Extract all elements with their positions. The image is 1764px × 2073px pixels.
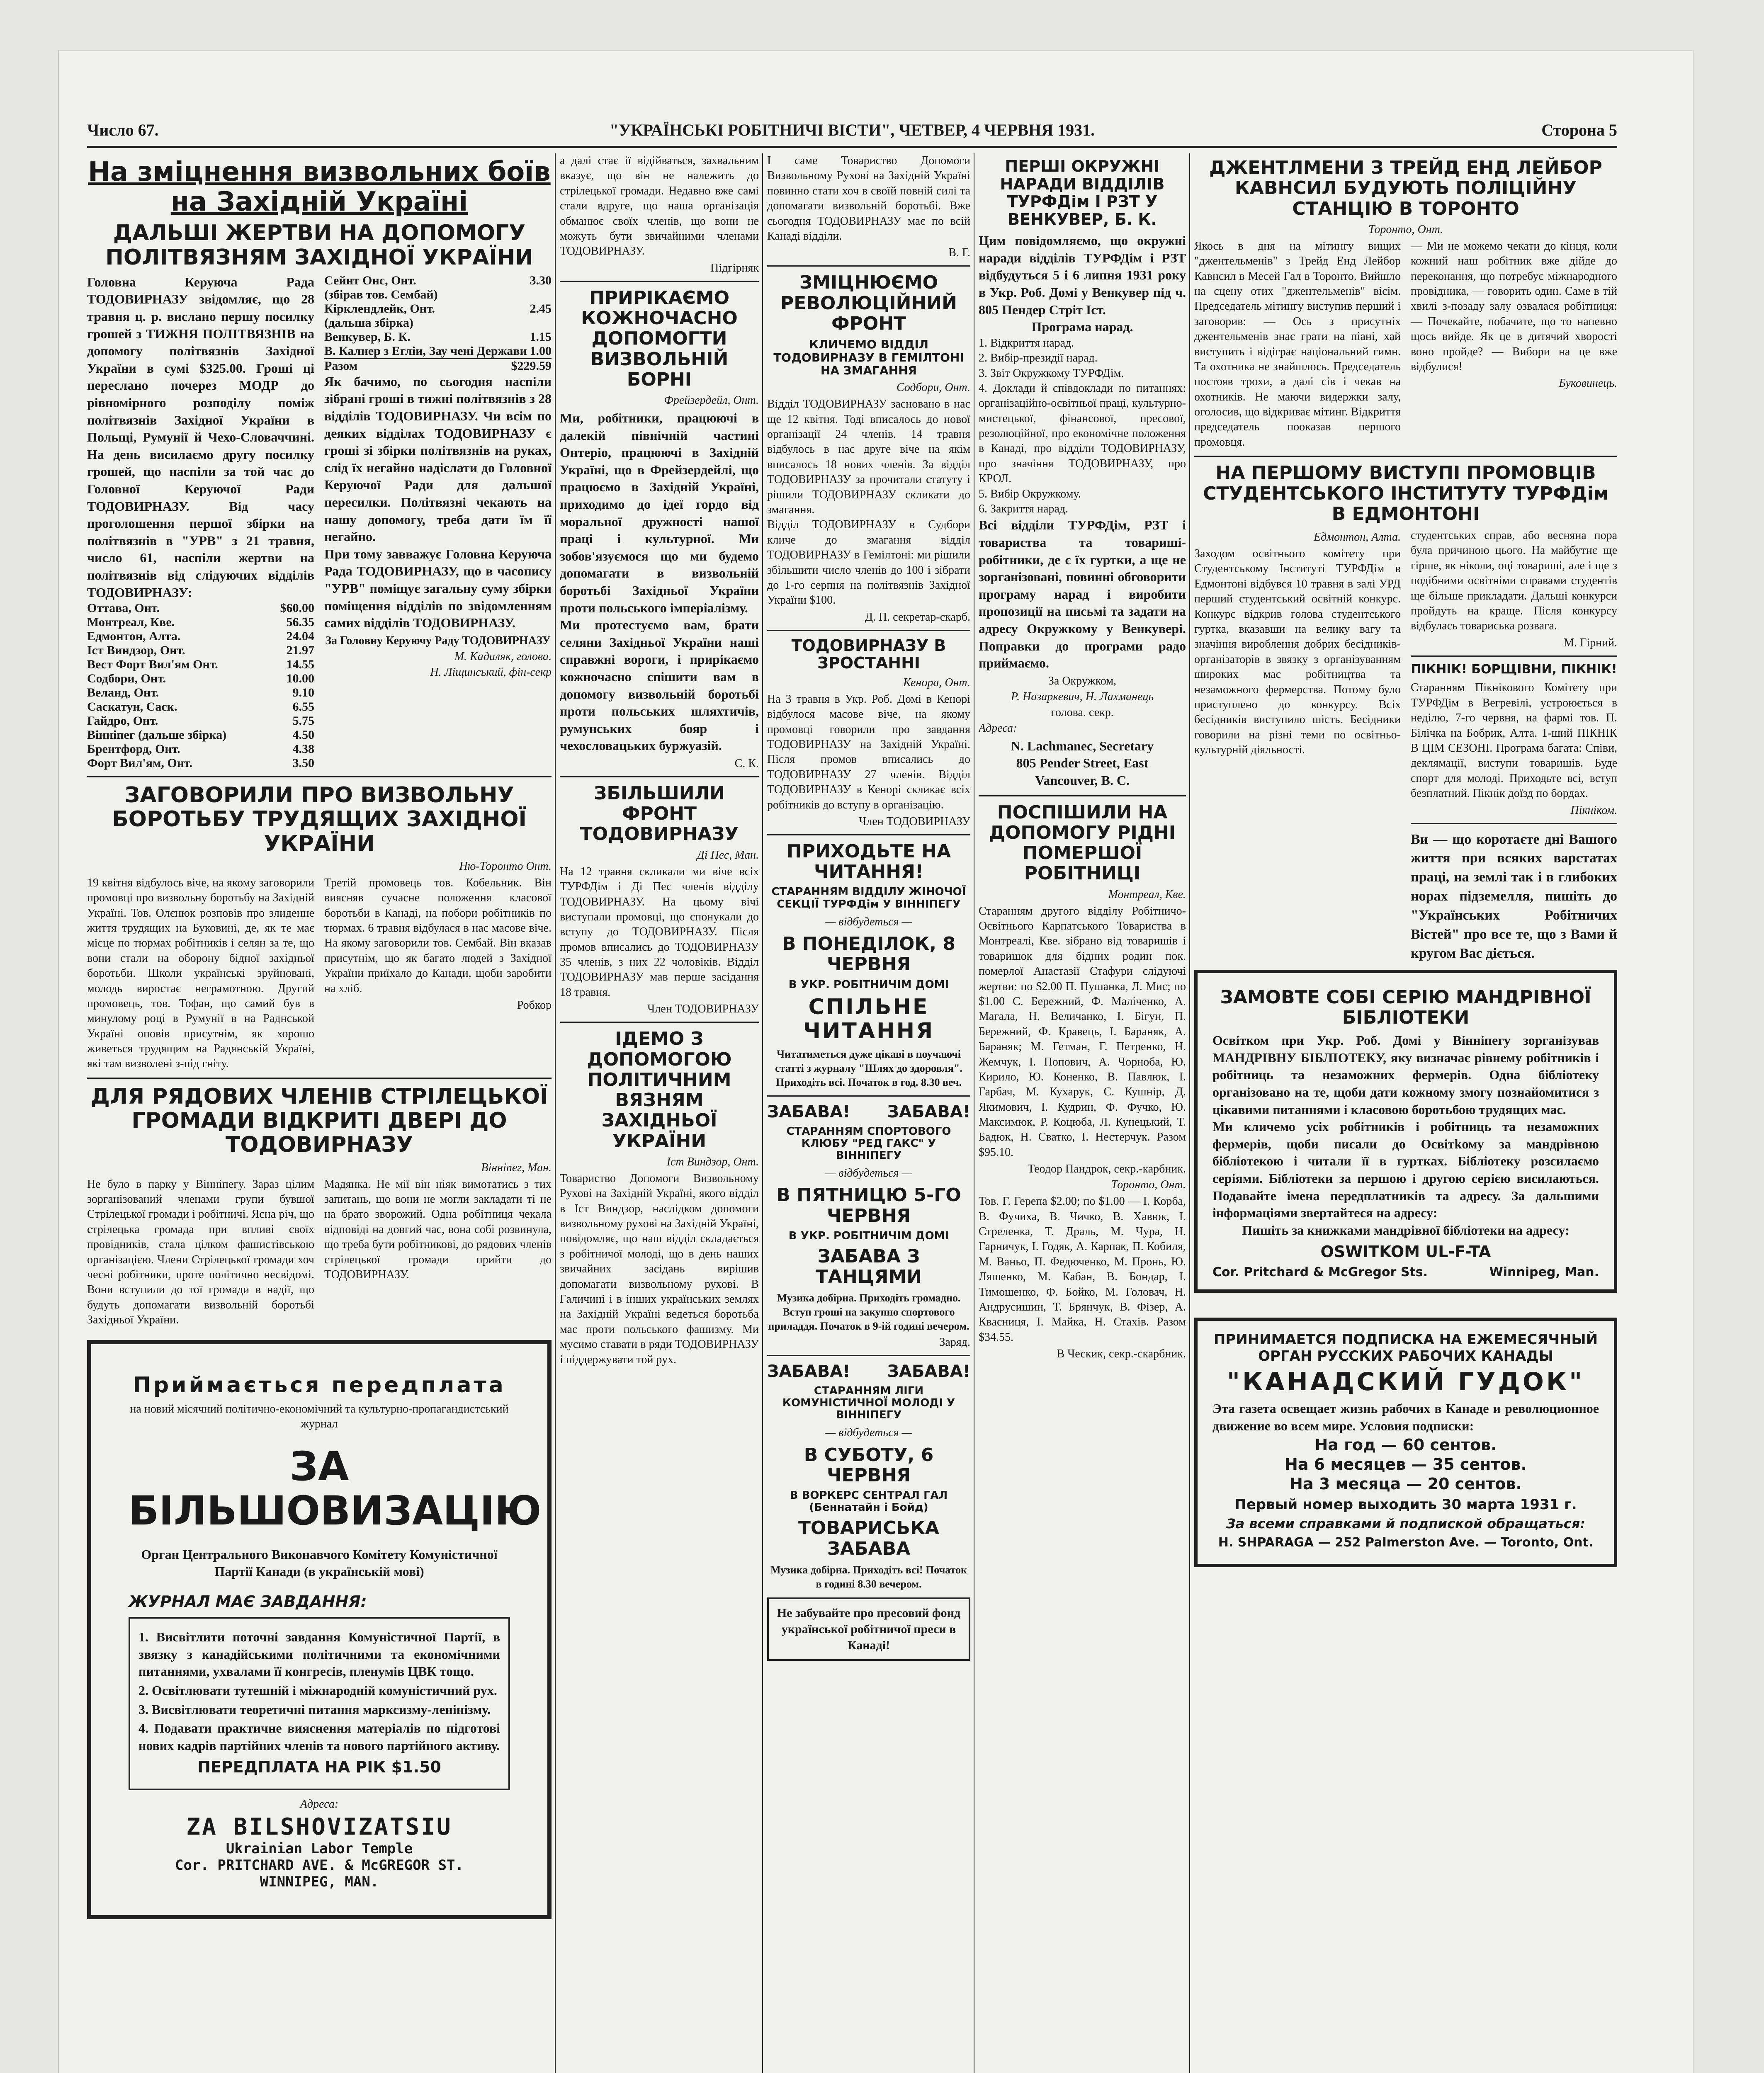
address-line: N. Lachmanec, Secretary (1011, 738, 1154, 753)
donation-list-left (87, 601, 314, 770)
article-body (87, 1177, 552, 1328)
column-divider (762, 153, 763, 2073)
task-list (129, 1617, 510, 1790)
price-line: На 3 месяца — 20 сентов. (1290, 1474, 1522, 1493)
dateline: Вінніпег, Ман. (481, 1161, 552, 1174)
article-text: Головна Керуюча Рада ТОДОВИРНАЗУ звідомляє, що 28 травня ц. р. вислано першу посилку грошей з ТИЖНЯ ПОЛІТВЯЗНІВ на допомогу політвязнів Західної України в сумі $325.00. Гроші ці переслано почерез МОДР до рівномірного розподілу поміж політвязнів Західної України в Польщі, Румунії й Чехо-Словаччині. На день висилаємо другу посилку грошей, що наспіли за той час до Головної Керуючої Ради ТОДОВИРНАЗУ. Від часу проголошення першої збірки на політвязнів в "УРВ" з 21 травня, число 61, наспіли жертви на політвязнів від слідуючих відділів ТОДОВИРНАЗУ: (87, 274, 314, 600)
newspaper-title: "КАНАДСКИЙ ГУДОК" (1227, 1367, 1585, 1397)
list-item: 2. Вибір-президії нарад. (979, 352, 1098, 365)
signature: Теодор Пандрок, секр.-карбник. (1028, 1163, 1186, 1176)
article-body (87, 876, 552, 1072)
list-item: Брентфорд, Онт. 4.38 (87, 742, 314, 756)
signature: Підгірняк (710, 261, 759, 274)
list-item: Саскатун, Саск. 6.55 (87, 700, 314, 714)
article-headline: ДАЛЬШІ ЖЕРТВИ НА ДОПОМОГУ ПОЛІТВЯЗНЯМ ЗАХІДНОЇ УКРАЇНИ (105, 221, 533, 270)
dateline: Ню-Торонто Онт. (459, 859, 552, 873)
article-text: а далі стає ії відійваться, захвальним вказує, що він не належить до стрілецької громади. Недавно вже самі стали вдруге, що наша організація обманює своїх членів, що вони не можуть бути звичайними членами ТОДОВИРНАЗУ. (560, 154, 759, 258)
list-item: Едмонтон, Алта. 24.04 (87, 629, 314, 643)
article-text: Товариство Допомоги Визвольному Рухові на Західній Україні, якого відділ в Іст Виндзор, наслідком допомоги визвольному рухові на Західній Україні, повідомляє, що наш відділ складається з робітничої молоді, що в день наших звичайних засідань вирішив допомагати визвольному рухові. В Галичині і в інших українських землях на Західній Україні ведеться боротьба мас проти польського фашизму. Ми мусимо ставати в ряди ТОДОВИРНАЗУ і піддержувати той рух. (560, 1172, 759, 1366)
donation-list-right (324, 274, 552, 373)
list-item: Вест Форт Вил'ям Онт. 14.55 (87, 658, 314, 672)
article-text: Не було в парку у Вінніпегу. Зараз цілим зорганізований членами групи бувшої Стрілецької громади і робітничі. Ясна річ, що стрілецька громада при впливі своїх провідників, стала цілком фашистівською організацією. Члени Стрілецької громади хоч чесні робітники, проте політично несвідомі. Вони вступили до тої громади в надії, що будуть допомагати визвольній боротьбі Західньої України. (87, 1177, 314, 1327)
dateline: Монтреал, Кве. (1108, 888, 1186, 901)
signature: голова. секр. (1051, 706, 1114, 719)
article-text: Старанням другого відділу Робітничо-Освітнього Карпатського Товариства в Монтреалі, Кве. зібрано від товаришів і товаришок для бідних родин пок. померлої Анастазії Стафури слідуючі жертви: по $2.00 П. Пушанка, Л. Мис; по $1.00 С. Бережний, Ф. Маліченко, А. Магала, Н. Величанко, І. Бігун, П. Бережний, Ф. Кравець, І. Бараняк, А. Бараняк; М. Гетман, Г. Петренко, Н. Жемчук, І. Попович, А. Чорноба, Ю. Кирило, Ю. Коненко, В. Павлюк, І. Гарбач, М. Кухарук, С. Кушнір, Д. Якимович, І. Кудрин, Ф. Фучко, Ю. Максимюк, Р. Коцюба, Л. Кунецький, Т. Бадюк, Н. Сватко, І. Нестерчук. Разом $95.10. (979, 904, 1186, 1159)
address-line: Vancouver, B. C. (1035, 772, 1130, 788)
divider (87, 776, 552, 777)
list-item: Сейнт Онс, Онт. 3.30 (324, 273, 552, 287)
list-item: 1. Відкриття нарад. (979, 336, 1074, 350)
divider (979, 795, 1186, 796)
article-headline: ТОДОВИРНАЗУ В ЗРОСТАННІ (791, 636, 946, 672)
journal-title: ЗА БІЛЬШОВИЗАЦІЮ (129, 1443, 542, 1534)
divider (560, 281, 759, 282)
reading-announcement (767, 841, 970, 1090)
dateline: Іст Виндзор, Онт. (666, 1155, 759, 1168)
divider (87, 1078, 552, 1079)
announcement-event: ЗАБАВА З ТАНЦЯМИ (815, 1245, 922, 1288)
article-headline: ПОСПІШИЛИ НА ДОПОМОГУ РІДНІ ПОМЕРШОЇ РОБІТНИЦІ (989, 801, 1176, 884)
address-line: Winnipeg, Man. (1489, 1265, 1599, 1279)
list-item: Форт Вил'ям, Онт. 3.50 (87, 756, 314, 770)
address-line: WINNIPEG, MAN. (260, 1874, 379, 1891)
ad-banner: Приймається передплата (133, 1373, 506, 1398)
article-headline: ЗМІЦНЮЄМО РЕВОЛЮЦІЙНИЙ ФРОНТ (780, 272, 957, 334)
list-item: Вінніпег (дальше збірка) 4.50 (87, 728, 314, 742)
article-text: — Ми не можемо чекати до кінця, коли кожний наш робітник вже дійде до переконання, що потребує міжнародного провідника, — говорить один. Саме в тій хвилі з-позаду залу озвалася робітниця: — Почекайте, побачите, що то напевно щось вийде. Як це в дитячий хворості воно пройде? — Вибори на це вже відбулися! (1411, 239, 1617, 373)
article-text: Тов. Г. Герепа $2.00; по $1.00 — І. Корба, В. Фучиха, В. Чичко, В. Хавюк, І. Стреленка, Т. Драль, М. Чура, Н. Гарничук, І. Годяк, А. Карпак, П. Кобиля, М. Ваньо, П. Федюченко, М. Пронь, Ю. Ляшенко, М. Кабан, В. Бондар, І. Тимошенко, Ф. Бойко, М. Головач, Н. Андрусишин, Т. Брянчук, В. Фізер, А. Квасниця, І. Майка, Н. Стахів. Разом $34.55. (979, 1195, 1186, 1344)
signature: Пікніком. (1570, 803, 1617, 817)
divider (767, 1355, 970, 1356)
list-item: 3. Висвітлювати теоретичні питання марксизму-ленінізму. (138, 1702, 491, 1717)
ad-text: Освітком при Укр. Роб. Домі у Вінніпегу зорганізував МАНДРІВНУ БІБЛІОТЕКУ, яку визначає рівнему робітників і робітниць та незаможних фермерів. Одна бібліотеку організовано на те, щоби дати кожному змогу познайомитися з цікавими питаннями і класовою боротьбою трудящих мас. (1212, 1033, 1599, 1117)
article-text: Як бачимо, по сьогодня наспіли зібрані гроші в тижні політвязнів з 28 відділів ТОДОВИРНАЗУ. Чи всім по деяких відділах ТОДОВИРНАЗУ є гроші зі збірки політвязнів на руках, слід їх негайно надіслати до Головної Керуючої Ради для дальшої пересилки. Політвязні чекають на нашу допомогу, треба дати їм її негайно. (324, 374, 552, 544)
announcement-title: ЗАБАВА! (767, 1362, 850, 1381)
list-item: В. Калнер з Егліи, Зау чені Держави 1.00 (324, 344, 552, 358)
article-text: Якось в дня на мітингу вищих "джентельменів" з Трейд Енд Лейбор Кавнсил в Месей Гал в Торонто. Вийшло на сцену отих "джентельменів" вісім. Председатель мітингу виступив перший і заговорив: — Ось з присутніх джентельменів знає грати на піані, хай виступить і відіграє національний гимн. Та охотника не знайшлось. Председатель постояв трохи, а далі сів і чекав на охотників. Не маючи видержки залу, оголосив, що відкриває мітинг. Відкриття председатель пооказав першого промовця. (1194, 239, 1401, 449)
list-item: Содбори, Онт. 10.00 (87, 672, 314, 686)
announcement-note: — відбудеться — (825, 1166, 912, 1180)
column-2 (560, 153, 759, 1957)
divider (560, 1022, 759, 1023)
article-headline: ІДЕМО З ДОПОМОГОЮ ПОЛІТИЧНИМ ВЯЗНЯМ ЗАХІДНЬОЇ УКРАЇНИ (587, 1028, 732, 1152)
list-total: Разом $229.59 (324, 359, 552, 373)
signature: Член ТОДОВИРНАЗУ (859, 815, 970, 828)
list-item: 4. Доклади й співдоклади по питаннях: організаційно-освітньої праці, культурно-мистецької, фінансової, пресової, резолюційної, про економічне положення в Канаді, про відділи ТОДОВИРНАЗУ, про значіння ТОДОВИРНАЗУ, про КРОЛ. (979, 381, 1186, 485)
issue-number: Число 67. (87, 121, 159, 139)
call-to-write: Ви — що коротаєте дні Вашого життя при всяких варстатах праці, на землі так і в глибоких норах підземелля, пишіть до "Українських Робітничих Вістей" про все те, що з Вами й кругом Вас діється. (1411, 831, 1617, 961)
article-body (1194, 239, 1617, 450)
article-text: І саме Товариство Допомоги Визвольному Рухові на Західній Україні повинно стати хоч в своїй повній силі та допомагати визвольній боротьбі. Вже сьогодня ТОДОВИРНАЗУ має по всій Канаді відділи. (767, 154, 970, 243)
dateline: Фрейзердейл, Онт. (664, 394, 759, 407)
article-headline: НА ПЕРШОМУ ВИСТУПІ ПРОМОВЦІВ СТУДЕНТСЬКОГО ІНСТИТУТУ ТУРФДім В ЕДМОНТОНІ (1203, 462, 1608, 524)
article-text: Цим повідомляємо, що окружні наради відділів ТУРФДім і РЗТ відбудуться 5 і 6 липня 1931 року в Укр. Роб. Домі у Венкувер під ч. 805 Пендер Стріт Іст. (979, 233, 1186, 317)
signature: В Ческик, секр.-скарбник. (1057, 1347, 1186, 1361)
article-text: На 3 травня в Укр. Роб. Домі в Кенорі відбулося масове віче, на якому промовці говорили про завдання ТОДОВИРНАЗУ на Західній Україні. Після промов вписались до ТОДОВИРНАЗУ 27 членів. Відділ ТОДОВИРНАЗУ в Кенорі скликає всіх робітників до вступу в організацію. (767, 692, 970, 811)
dateline: Кенора, Онт. (903, 676, 970, 689)
list-item: Монтреал, Кве. 56.35 (87, 615, 314, 629)
subscription-advertisement (87, 1340, 552, 1919)
announcement-title: ЗАБАВА! (887, 1102, 970, 1121)
article-subheadline: КЛИЧЕМО ВІДДІЛ ТОДОВИРНАЗУ В ГЕМІЛТОНІ НА ЗМАГАННЯ (773, 337, 964, 377)
banner-headline: На зміцнення визвольних боїв на Західній Україні (88, 157, 551, 217)
dateline: Торонто, Онт. (1368, 223, 1443, 236)
divider (1411, 655, 1617, 657)
announcement-text: Старанням Пікнікового Комітету при ТУРФДім в Вегревілі, устроюється в неділю, 7-го червня, на фармі тов. П. Білічка на Бобрик, Алта. 1-ший ПІКНІК В ЦІМ СЕЗОНІ. Програма багата: Співи, деклямації, виступи товаришів. Буде спорт для молоді. Приходьте всі, вступ безплатний. Пікнік доїзд по бордах. (1411, 681, 1617, 800)
article-text: Мадянка. Не мії він ніяк вимотатись з тих запитань, що вони не могли закладати ті не на брато зворожий. Одна робітниця чекала відповіді на довгий час, вона собі розвинула, що треба бути робітникові, до рядових членів стрілецької громади прийти до ТОДОВИРНАЗУ. (324, 1177, 552, 1281)
article-text: Всі відділи ТУРФДім, РЗТ і товариства та товариші-робітники, де є їх гуртки, а ще не зорганізовані, повинні обговорити програму нарад і виробити пропозиції на письмі та задати на адресу Окружкому у Венкувері. Поправки до програми радо приймаємо. (979, 517, 1186, 671)
program-title: Програма нарад. (1031, 319, 1133, 335)
masthead: "УКРАЇНСЬКІ РОБІТНИЧІ ВІСТИ", ЧЕТВЕР, 4 ЧЕРВНЯ 1931. (609, 121, 1095, 139)
signature: Н. Ліщинський, фін-секр (430, 665, 552, 679)
header-rule (87, 146, 1617, 148)
article-text: студентських справ, або весняна пора була причиною цього. На майбутнє ще гірше, як ніколи, оці товариші, але і ще з подібними освітніми справами студентів ще більше прикладати. Дальші конкурси пройдуть на краще. Після конкурсу відбулась товариська розвага. (1411, 529, 1617, 633)
list-item: 1. Висвітлити поточні завдання Комуністичної Партії, в звязку з канадійськими політичними та економічними питаннями, ухвалами її конгресів, пленумів ЦВК тощо. (138, 1629, 500, 1679)
list-item: Веланд, Онт. 9.10 (87, 686, 314, 700)
ad-line: Первый номер выходить 30 марта 1931 г. (1234, 1496, 1577, 1513)
signature: Робкор (517, 998, 552, 1012)
address-label: Адреса: (979, 721, 1017, 735)
announcement-note: — відбудеться — (825, 1426, 912, 1439)
list-item: Оттава, Онт. $60.00 (87, 601, 314, 615)
divider (1411, 823, 1617, 824)
ad-text: Эта газета освещает жизнь рабочих в Канаде и революционное движение во всем мире. Условия подписки: (1212, 1401, 1599, 1433)
list-item: 3. Звіт Окружкому ТУРФДім. (979, 367, 1124, 380)
page-header (87, 116, 1617, 145)
article-text: При тому завважує Головна Керуюча Рада ТОДОВИРНАЗУ, що в часопису "УРВ" поміщує загальну суму збірки поміщення відділів по звідомленням самих відділів ТОДОВИРНАЗУ. (324, 546, 552, 631)
ad-text: Адреса: (300, 1797, 339, 1811)
divider (767, 834, 970, 835)
signature: Заряд. (939, 1335, 970, 1349)
signature: С. К. (734, 757, 759, 770)
ad-text: Орган Центрального Виконавчого Комітету Комуністичної Партії Канади (в українській мові) (141, 1546, 498, 1579)
list-item: (збірав тов. Сембай) (324, 287, 438, 301)
library-advertisement (1194, 970, 1617, 1293)
announcement-title: ПРИХОДЬТЕ НА ЧИТАННЯ! (786, 840, 951, 883)
announcement-place: В УКР. РОБІТНИЧІМ ДОМІ (788, 1229, 949, 1242)
announcement-place: В УКР. РОБІТНИЧІМ ДОМІ (788, 978, 949, 991)
article-text: Ми, робітники, працюючі в далекій північній частині Онтеріо, працюючі в Західній Україні, що в Фрейзердейлі, що працюємо в Західній Україні, приходимо до ідеї гордо від моральної дружності нашої праці і культурної. Ми зобов'язуємося що ми будемо допомагати в визвольній боротьбі Західньої України проти польського імперіалізму. (560, 410, 759, 615)
column-1 (87, 153, 552, 1957)
divider (767, 630, 970, 631)
ad-headline: ЗАМОВТЕ СОБІ СЕРІЮ МАНДРІВНОЇ БІБЛІОТЕКИ (1220, 986, 1591, 1029)
dateline: Торонто, Онт. (1111, 1178, 1186, 1192)
dance-announcement (767, 1362, 970, 1591)
divider (1194, 456, 1617, 457)
list-item: Іст Виндзор, Онт. 21.97 (87, 643, 314, 658)
article-text: Заходом освітнього комітету при Студентському Інституті ТУРФДім в Едмонтоні відбувся 10 травня в залі УРД перший студентський освітній конкурс. Конкурс відкрив голова студентського гуртка, вказавши на велику вагу та значіння вироблення добрих бесідників-організаторів в звязку з організуванням широких мас робітництва та незаможного фермерства. Потому було приступлено до конкурсу. Всіх бесідників виступило шість. Бесідники говорили на різні теми по освітньо-культурній діяльності. (1194, 547, 1401, 757)
announcement-note: — відбудеться — (825, 915, 912, 928)
announcement-event: СПІЛЬНЕ ЧИТАННЯ (803, 994, 935, 1044)
column-4 (979, 153, 1186, 1957)
ad-line: За всеми справками й подпиской обращаться: (1226, 1516, 1586, 1532)
address-line: H. SHPARAGA — 252 Palmerston Ave. — Toronto, Ont. (1218, 1535, 1594, 1550)
signature: Р. Назаркевич, Н. Лахманець (1011, 690, 1154, 703)
article-text: На 12 травня скликали ми віче всіх ТУРФДім і Ді Пес членів відділу ТОДОВИРНАЗУ. На цьому вічі виступали промовці, що спонукали до вступу до ТОДОВИРНАЗУ. Після промов вписались до ТОДОВИРНАЗУ 35 членів, з них 22 чоловіків. Відділ ТОДОВИРНАЗУ мав перше засідання 18 травня. (560, 865, 759, 999)
article-headline: ДЛЯ РЯДОВИХ ЧЛЕНІВ СТРІЛЕЦЬКОЇ ГРОМАДИ ВІДКРИТІ ДВЕРІ ДО ТОДОВИРНАЗУ (90, 1084, 548, 1158)
list-item: Гайдро, Онт. 5.75 (87, 714, 314, 728)
price-line: На год — 60 сентов. (1314, 1436, 1497, 1454)
kanadskiy-gudok-advertisement (1194, 1318, 1617, 1567)
ad-text: Ми кличемо усіх робітників і робітниць та незаможних фермерів, щоби писали до Освітkому за мандрівною бібліотекою і читали її в гуртках. Бібліотеку розсилаємо серіями. Бібліотеки за першою і другою серією висилаються. Подавайте імена передплатників та адресу. За дальшими інформаціями звертайтеся на адресу: (1212, 1119, 1599, 1221)
signature: Член ТОДОВИРНАЗУ (647, 1003, 759, 1016)
dateline: Ді Пес, Ман. (697, 848, 759, 862)
list-item: Венкувер, Б. К. 1.15 (324, 330, 552, 344)
signature: М. Гірний. (1564, 636, 1617, 649)
article-body (1194, 528, 1617, 963)
article-text: Ми протестуємо вам, брати селяни Західньої України наші справжні вороги, і прирікаємо кожночасно спішити вам в допомогу визвольній боротьбі проти польських шляхтичів, румунських бояр і чехословацьких буржуазій. (560, 617, 759, 753)
announcement-text: Не забувайте про пресовий фонд української робітничої преси в Канаді! (777, 1606, 961, 1653)
address-line: OSWITKOM UL-F-TA (1320, 1243, 1491, 1261)
announcement-date: В СУБОТУ, 6 ЧЕРВНЯ (804, 1444, 934, 1486)
article-headline: ПЕРШІ ОКРУЖНІ НАРАДИ ВІДДІЛІВ ТУРФДім І РЗТ У ВЕНКУВЕР, Б. К. (1000, 157, 1165, 228)
announcement-organizer: СТАРАННЯМ ЛІГИ КОМУНІСТИЧНОЇ МОЛОДІ У ВІННІПЕГУ (782, 1384, 955, 1422)
dance-announcement (767, 1102, 970, 1349)
article-headline: ЗБІЛЬШИЛИ ФРОНТ ТОДОВИРНАЗУ (580, 782, 739, 845)
address-line: ZA BILSHOVIZATSIU (186, 1813, 452, 1841)
article-body (87, 274, 552, 770)
ad-text: на новий місячний політично-економічний та культурно-пропагандистський журнал (130, 1402, 509, 1431)
signature: М. Кадиляк, голова. (454, 650, 552, 663)
list-item: 4. Подавати практичне вияснення матеріалів по підготові нових кадрів партійних членів та нового партійного активу. (138, 1721, 500, 1753)
dateline: Содбори, Онт. (896, 381, 970, 394)
ad-line: ПРИНИМАЕТСЯ ПОДПИСКА НА ЕЖЕМЕСЯЧНЫЙ (1213, 1331, 1598, 1348)
press-fund-box (767, 1597, 970, 1661)
article-headline: ДЖЕНТЛМЕНИ З ТРЕЙД ЕНД ЛЕЙБОР КАВНСИЛ БУДУЮТЬ ПОЛІЦІЙНУ СТАНЦІЮ В ТОРОНТО (1209, 157, 1602, 219)
page-number: Сторона 5 (1541, 121, 1617, 139)
address-line: Cor. Pritchard & McGregor Sts. (1212, 1265, 1428, 1279)
signature: За Головну Керуючу Раду ТОДОВИРНАЗУ (325, 634, 551, 647)
signature: Д. П. секретар-скарб. (865, 610, 970, 624)
announcement-organizer: СТАРАННЯМ СПОРТОВОГО КЛЮБУ "РЕД ГАКС" У ВІННІПЕГУ (786, 1125, 951, 1162)
column-divider (1189, 153, 1190, 2073)
ad-subheading: ЖУРНАЛ МАЄ ЗАВДАННЯ: (129, 1592, 367, 1611)
announcement-title: ЗАБАВА! (887, 1362, 970, 1381)
divider (560, 776, 759, 777)
dateline: Едмонтон, Алта. (1313, 531, 1401, 544)
list-item: (дальша збірка) (324, 316, 413, 330)
signature: В. Г. (948, 246, 970, 260)
announcement-text: Музика добірна. Приходіть всі! Початок в годині 8.30 вечером. (770, 1563, 967, 1590)
column-divider (555, 153, 556, 2073)
announcement-date: В ПЯТНИЦЮ 5-ГО ЧЕРВНЯ (776, 1185, 961, 1226)
list-item: 5. Вибір Окружкому. (979, 487, 1081, 500)
ad-text: Пишіть за книжками мандрівної бібліотеки на адресу: (1242, 1222, 1570, 1238)
announcement-title: ПІКНІК! БОРЩІВНИ, ПІКНІК! (1411, 662, 1617, 677)
article-text: Відділ ТОДОВИРНАЗУ засновано в нас ще 12 квітня. Тоді вписалось до нової організації 24 членів. 14 травня відбулось в нас друге віче на якім вписалось 18 нових членів. За відділ ТОДОВИРНАЗУ за прочитали статуту і рішили ТОДОВИРНАЗУ скликати до змагання. (767, 398, 970, 516)
address-line: 805 Pender Street, East (1016, 755, 1149, 771)
article-headline: ЗАГОВОРИЛИ ПРО ВИЗВОЛЬНУ БОРОТЬБУ ТРУДЯЩИХ ЗАХІДНОЇ УКРАЇНИ (112, 783, 527, 856)
article-text: Третій промовець тов. Кобельник. Він виясняв сучасне положення класової боротьби в Канаді, на побори робітників по тюрмах. 6 травня відбулася в нас масове віче. На якому заговорили тов. Сембай. Він вказав присутнім, що як багато людей з Західної України приїхало до Канади, щоби заробити на хліб. (324, 876, 552, 995)
list-item: 6. Закриття нарад. (979, 502, 1069, 516)
announcement-text: Читатиметься дуже цікаві в поучаючі статті з журналу "Шлях до здоровля". Приходіть всі. Початок в год. 8.30 веч. (775, 1048, 962, 1088)
column-5 (1194, 153, 1617, 1957)
article-text: Відділ ТОДОВИРНАЗУ в Судбори кличе до змагання відділ ТОДОВИРНАЗУ в Гемілтоні: ми рішили збільшити число членів до 100 і зібрати до 1-го серпня на політвязнів Західної України $100. (767, 518, 970, 607)
price-line: На 6 месяцев — 35 сентов. (1285, 1455, 1527, 1474)
signature: За Окружком, (1048, 674, 1117, 687)
column-3 (767, 153, 970, 1957)
article-headline: ПРИРІКАЄМО КОЖНОЧАСНО ДОПОМОГТИ ВИЗВОЛЬНІЙ БОРНІ (581, 287, 738, 390)
address-line: Ukrainian Labor Temple (226, 1840, 413, 1857)
signature: Буковинець. (1559, 377, 1617, 390)
announcement-date: В ПОНЕДІЛОК, 8 ЧЕРВНЯ (782, 933, 956, 975)
announcement-event: ТОВАРИСЬКА ЗАБАВА (798, 1517, 939, 1559)
subscription-price: ПЕРЕДПЛАТА НА РІК $1.50 (197, 1758, 441, 1777)
announcement-organizer: СТАРАННЯМ ВІДДІЛУ ЖІНОЧОЇ СЕКЦІЇ ТУРФДім У ВІННІПЕГУ (771, 886, 966, 910)
announcement-text: Музика добірна. Приходіть громадно. Вступ гроші на закупно спортового приладдя. Початок в 9-ій годині вечером. (768, 1292, 969, 1333)
divider (767, 265, 970, 267)
divider (767, 1095, 970, 1097)
list-item: 2. Освітлювати тутешній і міжнародній комуністичний рух. (138, 1683, 497, 1698)
address-line: Cor. PRITCHARD AVE. & McGREGOR ST. (175, 1857, 464, 1874)
announcement-title: ЗАБАВА! (767, 1102, 850, 1121)
announcement-place: В ВОРКЕРС СЕНТРАЛ ГАЛ (Беннатайн і Бойд) (790, 1489, 948, 1514)
list-item: Кірклендлейк, Онт. 2.45 (324, 301, 552, 316)
article-text: 19 квітня відбулось віче, на якому заговорили промовці про визвольну боротьбу на Західній Україні. Тов. Олєнюк розповів про злиденне життя трудящих на Буковині, де, як те має місце по тюрмах робітників і селян за те, що вони стали на оборону бідної західньої боротьби. Школи українські зруйновані, молодь виростає неграмотною. Другий промовець, тов. Тофан, що самий був в минулому році в Румунії в на Раднськой Україні оповів присутнім, як хорошо живеться трудящим на Радянській Україні, які там визволені з-під гніту. (87, 876, 314, 1070)
ad-line: ОРГАН РУССКИХ РАБОЧИХ КАНАДЫ (1258, 1348, 1553, 1365)
